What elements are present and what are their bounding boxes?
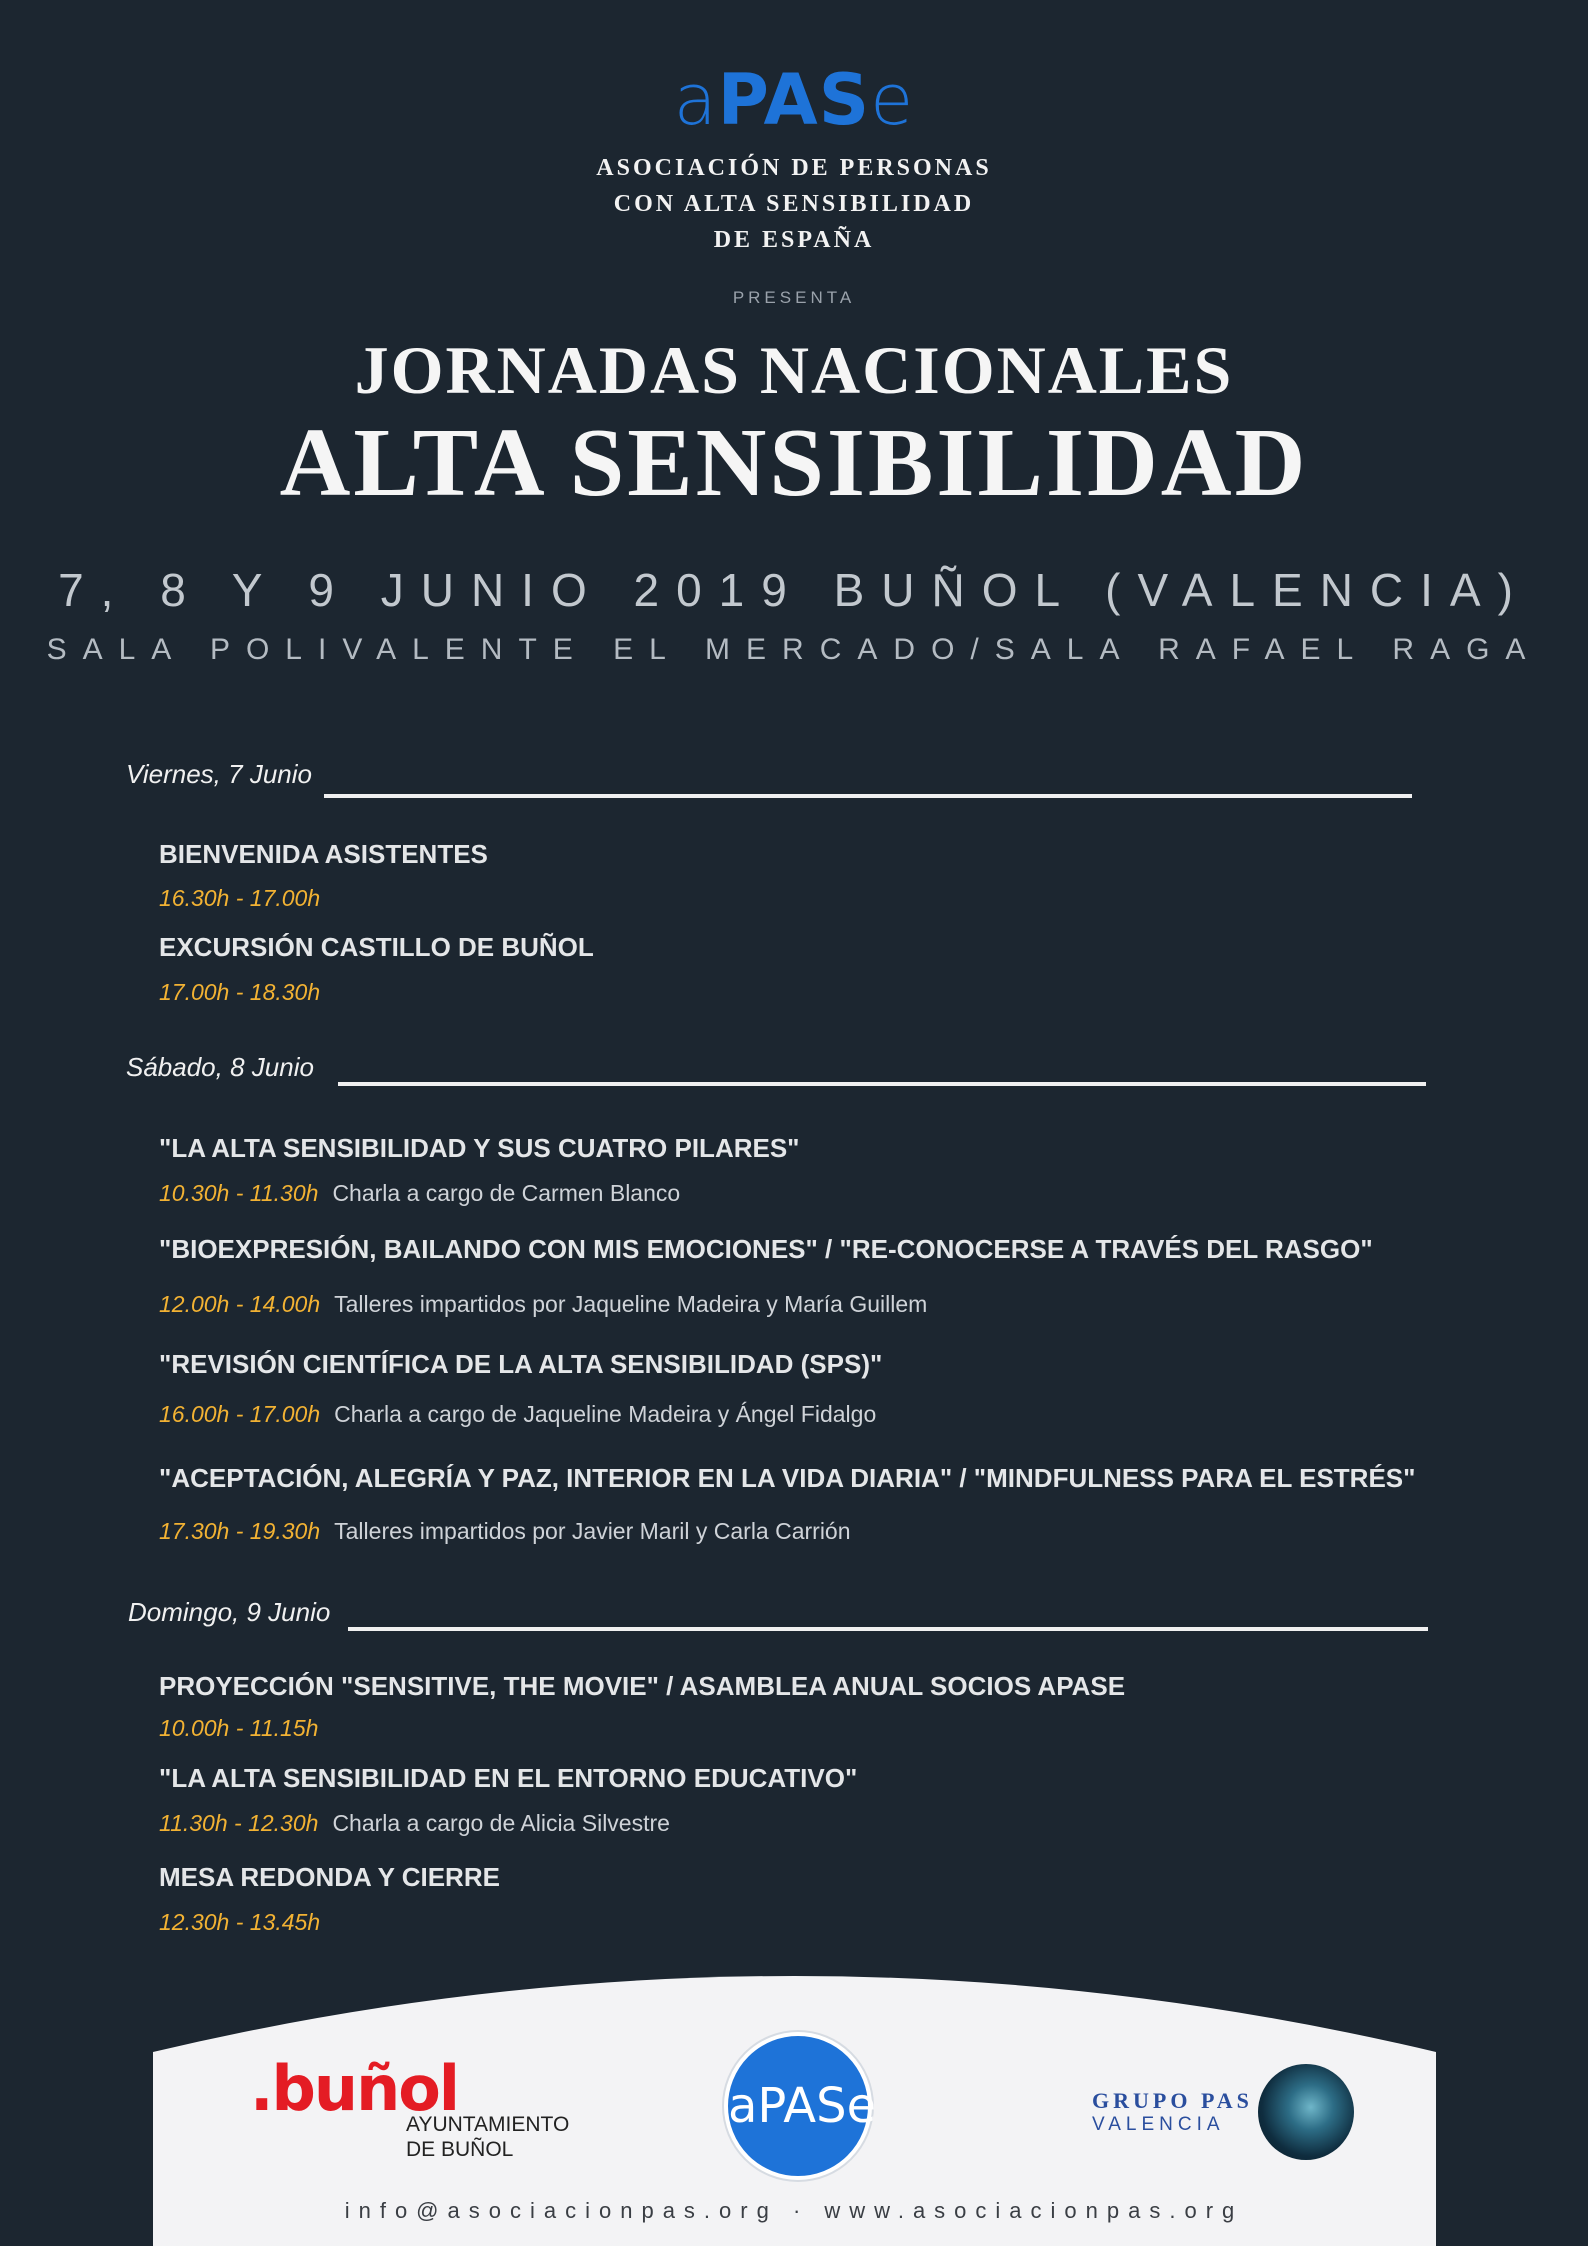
association-line-3: DE ESPAÑA (713, 227, 875, 253)
day-heading-saturday: Sábado, 8 Junio (126, 1052, 314, 1082)
ayuntamiento-label (406, 2112, 569, 2162)
contact-line: info@asociacionpas.org · www.asociacionpas.org (344, 2198, 1244, 2223)
event-title: "LA ALTA SENSIBILIDAD Y SUS CUATRO PILARES" (159, 1133, 800, 1163)
ayuntamiento-line-2: DE BUÑOL (406, 2138, 514, 2161)
event-time: 10.00h - 11.15h (159, 1715, 319, 1741)
grupo-pas-logo (1092, 2088, 1253, 2136)
event-dates: 7, 8 Y 9 JUNIO 2019 BUÑOL (VALENCIA) (58, 564, 1530, 616)
event-title: MESA REDONDA Y CIERRE (159, 1862, 500, 1892)
association-line-1: ASOCIACIÓN DE PERSONAS (596, 155, 992, 181)
day-heading-sunday: Domingo, 9 Junio (128, 1597, 331, 1627)
event-title: BIENVENIDA ASISTENTES (159, 839, 488, 869)
event-title: PROYECCIÓN "SENSITIVE, THE MOVIE" / ASAMBLEA ANUAL SOCIOS APASE (159, 1671, 1126, 1701)
bunol-wordmark: .buñol (250, 2052, 459, 2125)
event-title-line-2: ALTA SENSIBILIDAD (279, 409, 1309, 517)
event-description: Talleres impartidos por Jaqueline Madeira y María Guillem (334, 1291, 928, 1317)
day-heading-friday: Viernes, 7 Junio (126, 759, 312, 789)
presenta-label: PRESENTA (732, 288, 856, 307)
event-description: Charla a cargo de Jaqueline Madeira y Ángel Fidalgo (334, 1401, 877, 1427)
event-title: "ACEPTACIÓN, ALEGRÍA Y PAZ, INTERIOR EN LA VIDA DIARIA" / "MINDFULNESS PARA EL ESTRÉS" (159, 1463, 1416, 1493)
event-title-line-1: JORNADAS NACIONALES (354, 332, 1234, 408)
event-time: 10.30h - 11.30h (159, 1180, 319, 1206)
event-title: "REVISIÓN CIENTÍFICA DE LA ALTA SENSIBILIDAD (SPS)" (159, 1349, 883, 1379)
event-description: Charla a cargo de Alicia Silvestre (332, 1810, 670, 1836)
event-time: 16.00h - 17.00h (159, 1401, 321, 1427)
event-time: 16.30h - 17.00h (159, 885, 321, 911)
event-venue: SALA POLIVALENTE EL MERCADO/SALA RAFAEL RAGA (46, 633, 1542, 666)
apase-logo-pas: PAS (717, 59, 871, 141)
event-title: "LA ALTA SENSIBILIDAD EN EL ENTORNO EDUCATIVO" (159, 1763, 858, 1793)
grupo-pas-line-1: GRUPO PAS (1092, 2088, 1253, 2113)
event-time: 17.00h - 18.30h (159, 979, 321, 1005)
event-description: Talleres impartidos por Javier Maril y Carla Carrión (334, 1518, 851, 1544)
event-description: Charla a cargo de Carmen Blanco (332, 1180, 681, 1206)
grupo-pas-photo (1258, 2064, 1354, 2160)
association-line-2: CON ALTA SENSIBILIDAD (613, 191, 975, 217)
grupo-pas-line-2: VALENCIA (1092, 2114, 1225, 2135)
apase-logo-a: a (673, 59, 718, 141)
event-time: 11.30h - 12.30h (159, 1810, 319, 1836)
ayuntamiento-line-1: AYUNTAMIENTO (406, 2113, 570, 2136)
apase-logo-e: e (870, 59, 915, 141)
event-time: 17.30h - 19.30h (159, 1518, 321, 1544)
event-time: 12.00h - 14.00h (159, 1291, 321, 1317)
event-time: 12.30h - 13.45h (159, 1909, 321, 1935)
event-title: "BIOEXPRESIÓN, BAILANDO CON MIS EMOCIONES" / "RE-CONOCERSE A TRAVÉS DEL RASGO" (159, 1234, 1373, 1264)
event-title: EXCURSIÓN CASTILLO DE BUÑOL (159, 932, 594, 962)
apase-circle-logo: aPASe (724, 2032, 872, 2180)
